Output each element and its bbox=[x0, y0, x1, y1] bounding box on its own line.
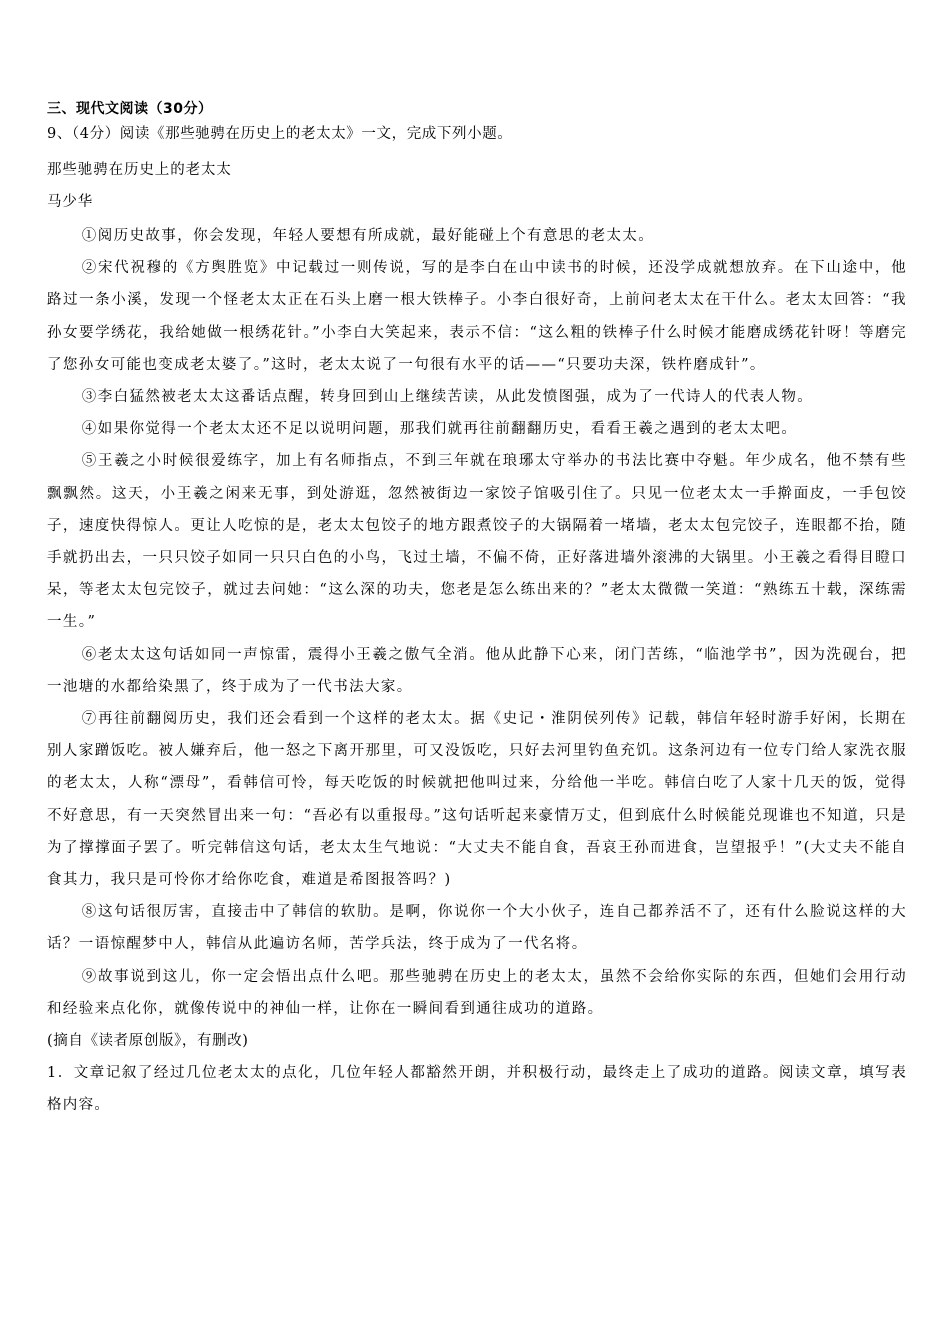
article-paragraph-6: ⑥老太太这句话如同一声惊雷，震得小王羲之傲气全消。他从此静下心来，闭门苦练，“临池学书”，因为洗砚台，把一池塘的水都给染黑了，终于成为了一代书法大家。 bbox=[47, 646, 907, 695]
article-paragraph-1: ①阅历史故事，你会发现，年轻人要想有所成就，最好能碰上个有意思的老太太。 bbox=[81, 228, 655, 244]
article-paragraph-3: ③李白猛然被老太太这番话点醒，转身回到山上继续苦读，从此发愤图强，成为了一代诗人的代表人物。 bbox=[81, 389, 814, 406]
article-paragraph-8: ⑧这句话很厉害，直接击中了韩信的软肋。是啊，你说你一个大小伙子，连自己都养活不了，还有什么脸说这样的大话？一语惊醒梦中人，韩信从此遍访名师，苦学兵法，终于成为了一代名将。 bbox=[47, 904, 907, 953]
article-body bbox=[47, 220, 907, 1025]
article-title: 那些驰骋在历史上的老太太 bbox=[47, 162, 232, 178]
article-paragraph-7: ⑦再往前翻阅历史，我们还会看到一个这样的老太太。据《史记・淮阴侯列传》记载，韩信年轻时游手好闲，长期在别人家蹭饭吃。被人嫌弃后，他一怒之下离开那里，可又没饭吃，只好去河里钓鱼充饥。这条河边有一位专门给人家洗衣服的老太太，人称“漂母”，看韩信可怜，每天吃饭的时候就把他叫过来，分给他一半吃。韩信白吃了人家十几天的饭，觉得不好意思，有一天突然冒出来一句：“吾必有以重报母。”这句话听起来豪情万丈，但到底什么时候能兑现谁也不知道，只是为了撑撑面子罢了。听完韩信这句话，老太太生气地说：“大丈夫不能自食，吾哀王孙而进食，岂望报乎！”(大丈夫不能自食其力，我只是可怜你才给你吃食，难道是希图报答吗？) bbox=[47, 711, 907, 889]
article-author: 马少华 bbox=[47, 194, 94, 210]
article-source: (摘自《读者原创版》，有删改) bbox=[47, 1033, 249, 1050]
article-paragraph-5: ⑤王羲之小时候很爱练字，加上有名师指点，不到三年就在琅琊太守举办的书法比赛中夺魁。年少成名，他不禁有些飘飘然。这天，小王羲之闲来无事，到处游逛，忽然被街边一家饺子馆吸引住了。只见一位老太太一手擀面皮，一手包饺子，速度快得惊人。更让人吃惊的是，老太太包饺子的地方跟煮饺子的大锅隔着一堵墙，老太太包完饺子，连眼都不抬，随手就扔出去，一只只饺子如同一只只白色的小鸟，飞过土墙，不偏不倚，正好落进墙外滚沸的大锅里。小王羲之看得目瞪口呆，等老太太包完饺子，就过去问她：“这么深的功夫，您老是怎么练出来的？”老太太微微一笑道：“熟练五十载，深练需一生。” bbox=[47, 453, 907, 631]
article-paragraph-4: ④如果你觉得一个老太太还不足以说明问题，那我们就再往前翻翻历史，看看王羲之遇到的老太太吧。 bbox=[81, 421, 798, 438]
question-intro: 9、（4分）阅读《那些驰骋在历史上的老太太》一文，完成下列小题。 bbox=[47, 126, 513, 142]
article-paragraph-9: ⑨故事说到这儿，你一定会悟出点什么吧。那些驰骋在历史上的老太太，虽然不会给你实际的东西，但她们会用行动和经验来点化你，就像传说中的神仙一样，让你在一瞬间看到通往成功的道路。 bbox=[47, 968, 907, 1017]
exam-page bbox=[47, 98, 907, 1121]
sub-question-1: 1．文章记叙了经过几位老太太的点化，几位年轻人都豁然开朗，并积极行动，最终走上了成功的道路。阅读文章，填写表格内容。 bbox=[47, 1065, 907, 1114]
article-paragraph-2: ②宋代祝穆的《方舆胜览》中记载过一则传说，写的是李白在山中读书的时候，还没学成就想放弃。在下山途中，他路过一条小溪，发现一个怪老太太正在石头上磨一根大铁棒子。小李白很好奇，上前问老太太在干什么。老太太回答：“我孙女要学绣花，我给她做一根绣花针。”小李白大笑起来，表示不信：“这么粗的铁棒子什么时候才能磨成绣花针呀！等磨完了您孙女可能也变成老太婆了。”这时，老太太说了一句很有水平的话——“只要功夫深，铁杵磨成针”。 bbox=[47, 260, 907, 373]
section-heading: 三、现代文阅读（30分） bbox=[47, 101, 213, 117]
